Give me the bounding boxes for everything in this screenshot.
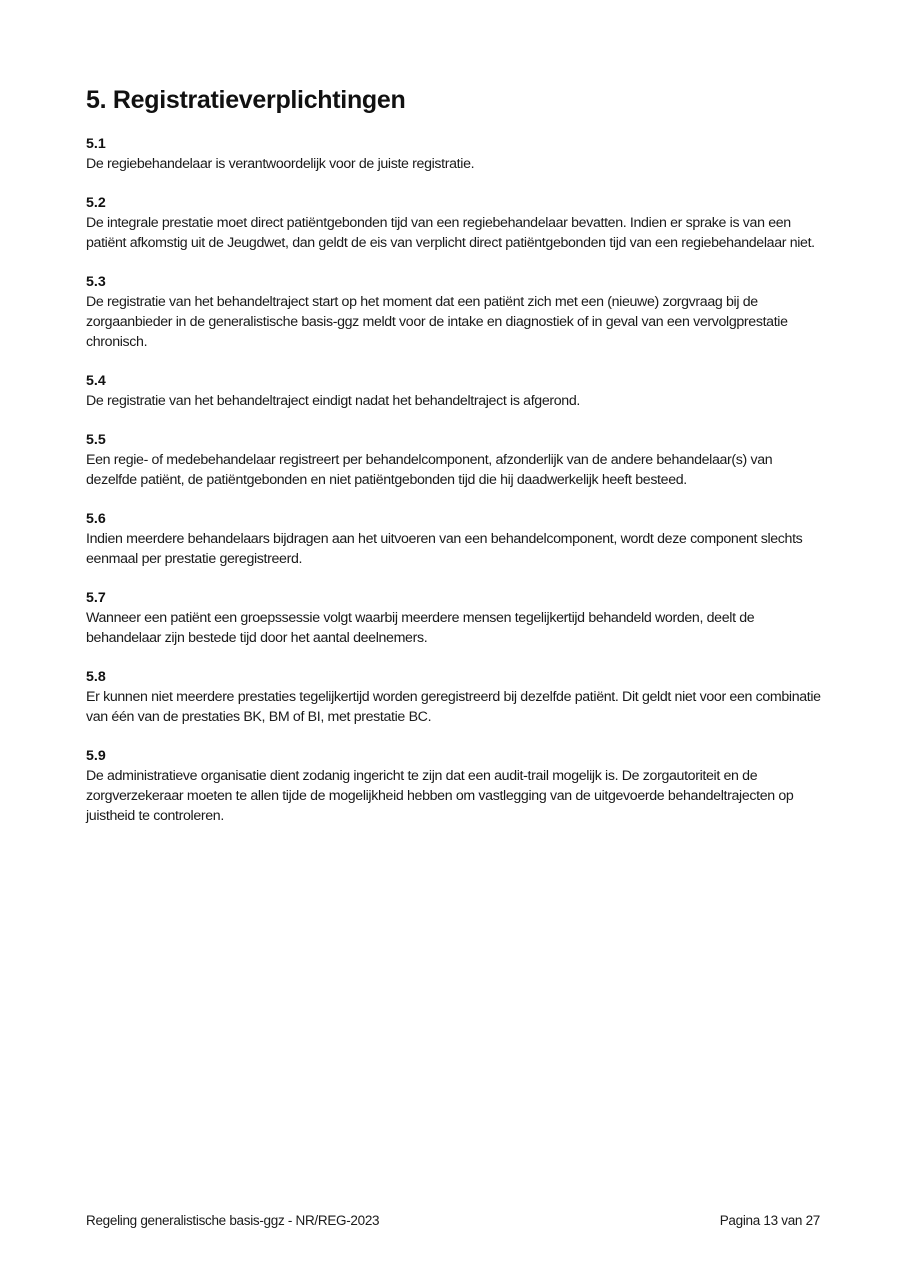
article-5-6: [86, 509, 826, 569]
article-5-9: [86, 746, 826, 826]
footer-document-title: Regeling generalistische basis-ggz - NR/REG-2023: [86, 1213, 380, 1228]
article-text: De regiebehandelaar is verantwoordelijk voor de juiste registratie.: [86, 156, 475, 172]
article-number: 5.5: [86, 432, 106, 448]
article-text: De administratieve organisatie dient zodanig ingericht te zijn dat een audit-trail mogelijk is. De zorgautoriteit en de zorgverzekeraar moeten te allen tijde de mogelijkheid hebben om vastlegging van de uitgevoerde behandeltrajecten op juistheid te controleren.: [86, 768, 794, 824]
article-5-7: [86, 588, 826, 648]
article-text: De registratie van het behandeltraject eindigt nadat het behandeltraject is afgerond.: [86, 393, 580, 409]
article-text: De integrale prestatie moet direct patiëntgebonden tijd van een regiebehandelaar bevatten. Indien er sprake is van een patiënt afkomstig uit de Jeugdwet, dan geldt de eis van verplicht direct patiëntgebonden tijd van een regiebehandelaar niet.: [86, 215, 815, 251]
article-number: 5.3: [86, 274, 106, 290]
article-5-4: [86, 371, 826, 411]
article-number: 5.6: [86, 511, 106, 527]
article-text: Er kunnen niet meerdere prestaties tegelijkertijd worden geregistreerd bij dezelfde patiënt. Dit geldt niet voor een combinatie van één van de prestaties BK, BM of BI, met prestatie BC.: [86, 689, 821, 725]
article-5-2: [86, 193, 826, 253]
article-text: Een regie- of medebehandelaar registreert per behandelcomponent, afzonderlijk van de andere behandelaar(s) van dezelfde patiënt, de patiëntgebonden en niet patiëntgebonden tijd die hij daadwerkelijk heeft besteed.: [86, 452, 773, 488]
article-5-1: [86, 134, 826, 174]
article-number: 5.1: [86, 136, 106, 152]
page-footer: [86, 1213, 820, 1228]
article-number: 5.8: [86, 669, 106, 685]
article-text: Indien meerdere behandelaars bijdragen aan het uitvoeren van een behandelcomponent, wordt deze component slechts eenmaal per prestatie geregistreerd.: [86, 531, 803, 567]
article-5-5: [86, 430, 826, 490]
article-number: 5.4: [86, 373, 106, 389]
article-5-3: [86, 272, 826, 352]
article-number: 5.2: [86, 195, 106, 211]
article-5-8: [86, 667, 826, 727]
article-text: De registratie van het behandeltraject start op het moment dat een patiënt zich met een (nieuwe) zorgvraag bij de zorgaanbieder in de generalistische basis-ggz meldt voor de intake en diagnostiek of in geval van een vervolgprestatie chronisch.: [86, 294, 788, 350]
article-text: Wanneer een patiënt een groepssessie volgt waarbij meerdere mensen tegelijkertijd behandeld worden, deelt de behandelaar zijn bestede tijd door het aantal deelnemers.: [86, 610, 755, 646]
article-number: 5.9: [86, 748, 106, 764]
article-list: [86, 134, 826, 826]
chapter-title: 5. Registratieverplichtingen: [86, 86, 406, 114]
article-number: 5.7: [86, 590, 106, 606]
document-page: [86, 84, 826, 845]
footer-page-number: Pagina 13 van 27: [719, 1213, 820, 1228]
